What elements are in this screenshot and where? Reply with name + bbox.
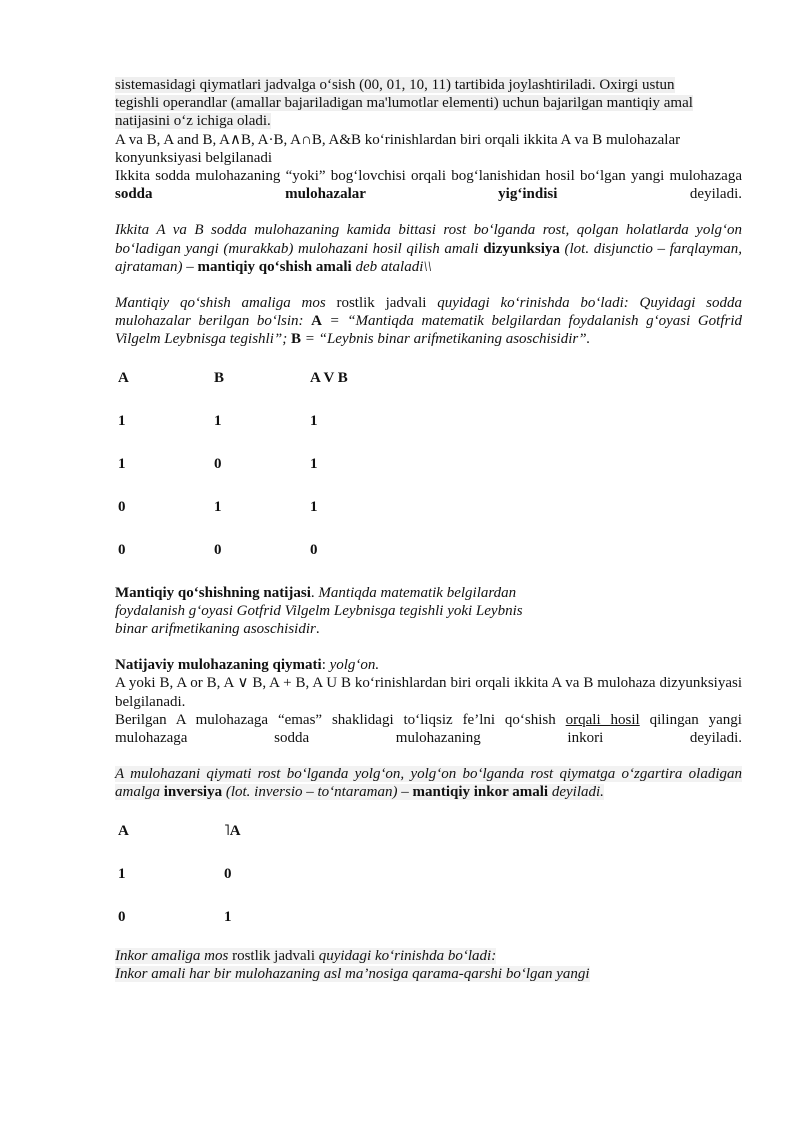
table-header: A — [118, 823, 129, 840]
table-cell: 1 — [118, 413, 126, 430]
text: deyiladi. — [548, 784, 604, 801]
text-line: binar arifmetikaning asoschisidir — [115, 621, 316, 638]
paragraph-disjunction-notation — [115, 674, 742, 710]
label-a: A — [311, 313, 322, 330]
text-line: sistemasidagi qiymatlari jadvalga o‘sish (00, 01, 10, 11) tartibida joylashtiriladi. Oxirgi ustun — [115, 77, 675, 93]
paragraph-disjunction-definition — [115, 221, 742, 276]
paragraph-intro — [115, 76, 742, 131]
text: qilingan yangi mulohazaga sodda mulohazaning inkori deyiladi. — [115, 711, 742, 747]
table-cell: 1 — [118, 456, 126, 473]
term-bold: inversiya — [163, 784, 223, 801]
table-header: A V B — [310, 370, 348, 387]
table-cell: 0 — [224, 866, 232, 883]
table-row — [115, 486, 360, 529]
text-line: tegishli operandlar (amallar bajariladigan ma'lumotlar elementi) uchun bajarilgan mantiqiy amal — [115, 95, 693, 112]
label-b: B — [290, 331, 301, 348]
table-row — [115, 896, 264, 939]
text-line: konyunksiyasi belgilanadi — [115, 149, 273, 166]
table-cell: 1 — [214, 413, 222, 430]
table-row — [115, 443, 360, 486]
text: : — [321, 657, 330, 674]
text: Mantiqiy qo‘shish amaliga mos — [115, 295, 337, 312]
text: quyidagi ko‘rinishda bo‘ladi: — [318, 947, 497, 964]
text: . — [315, 621, 320, 638]
text: (lot. disjunctio – farqlayman, ajrataman) – — [115, 240, 742, 275]
text: Inkor amaliga mos — [115, 947, 233, 964]
disjunction-truth-table — [115, 357, 360, 572]
term-bold: mantiqiy qo‘shish amali — [197, 258, 352, 275]
table-cell: 0 — [118, 499, 126, 516]
text-line: Ikkita sodda mulohazaning “yoki” bog‘lovchisi orqali bog‘lanishidan hosil — [115, 168, 575, 185]
table-cell: 0 — [214, 456, 222, 473]
table-cell: 1 — [224, 909, 232, 926]
paragraph-sum-definition — [115, 167, 742, 203]
table-cell: 1 — [310, 499, 318, 516]
paragraph-result — [115, 584, 742, 639]
spacer — [115, 939, 742, 947]
table-cell: 1 — [118, 866, 126, 883]
paragraph-negation-table-intro — [115, 947, 742, 983]
text: (lot. inversio – to‘ntaraman) – — [222, 784, 413, 801]
table-header: B — [214, 370, 225, 387]
text-line: natijasini o‘z ichiga oladi. — [115, 113, 271, 130]
paragraph-conjunction-notation — [115, 131, 742, 167]
table-row — [115, 529, 360, 572]
text: rostlik jadvali — [232, 947, 319, 964]
spacer — [115, 638, 742, 656]
table-row — [115, 400, 360, 443]
table-cell: 0 — [118, 542, 126, 559]
text: yolg‘on. — [329, 657, 380, 674]
table-header-row — [115, 810, 264, 853]
table-cell: 0 — [214, 542, 222, 559]
document-body — [115, 76, 742, 983]
text: A yoki B, A or B, A ∨ B, A + B, A U B ko‘rinishlardan biri orqali ikkita A va B mulohaza dizyunksiyasi belgilanadi. — [115, 675, 742, 710]
term-bold: Natijaviy mulohazaning qiymati — [115, 657, 322, 674]
paragraph-negation-definition — [115, 711, 742, 747]
spacer — [115, 747, 742, 765]
table-cell: 1 — [310, 413, 318, 430]
text-line: Inkor amali har bir mulohazaning asl ma’nosiga qarama-qarshi bo‘lgan yangi — [115, 965, 590, 982]
text: Ikkita A va B sodda mulohazaning kamida bittasi rost bo‘lganda rost, qolgan holatlarda yolg‘on bo‘ladigan yangi (murakkab) mulohazani hosil qilish amali — [115, 222, 742, 257]
paragraph-inversion-definition — [115, 765, 742, 801]
spacer — [115, 276, 742, 294]
text-line: deyiladi. — [557, 186, 742, 203]
term-bold: mantiqiy inkor amali — [412, 784, 549, 801]
text: A mulohazani qiymati rost bo‘lganda yolg‘on, yolg‘on bo‘lganda rost qiymatga o‘zgartira oladigan amalga — [115, 766, 742, 801]
negation-truth-table — [115, 810, 264, 939]
table-header: A — [118, 370, 129, 387]
text-line: Mantiqda matematik belgilardan — [318, 584, 517, 601]
term-bold: dizyunksiya — [483, 240, 560, 257]
paragraph-truth-table-intro — [115, 294, 742, 349]
paragraph-result-value — [115, 656, 742, 674]
text: = “Mantiqda matematik belgilardan foydalanish g‘oyasi Gotfrid Vilgelm Leybnisga tegishli”; — [115, 313, 743, 348]
text-line: foydalanish g‘oyasi Gotfrid Vilgelm Leybnisga tegishli yoki Leybnis — [115, 602, 523, 619]
table-cell: 0 — [118, 909, 126, 926]
text: quyidagi ko‘rinishda bo‘ladi: Quyidagi sodda mulohazalar berilgan bo‘lsin: — [115, 295, 742, 330]
text-line: bo‘lgan yangi mulohazaga — [579, 168, 742, 185]
text: Berilgan A mulohazaga “emas” shaklidagi to‘liqsiz fe’lni qo‘shish — [115, 711, 566, 728]
table-header-row — [115, 357, 360, 400]
term-bold: Mantiqiy qo‘shishning natijasi — [115, 584, 311, 601]
table-cell: 0 — [310, 542, 318, 559]
text: = “Leybnis binar arifmetikaning asoschisidir”. — [300, 331, 591, 348]
table-cell: 1 — [310, 456, 318, 473]
text: . — [310, 584, 319, 601]
text: deb ataladi\\ — [351, 258, 432, 275]
underlined-text: orqali hosil — [565, 711, 640, 728]
term-bold: sodda mulohazalar yig‘indisi — [115, 186, 558, 203]
table-cell: 1 — [214, 499, 222, 516]
text-line: A va B, A and B, A∧B, A·B, A∩B, A&B ko‘rinishlardan biri orqali ikkita A va B mulohazalar — [115, 131, 681, 148]
spacer — [115, 572, 742, 584]
table-header: ˥A — [224, 823, 241, 840]
spacer — [115, 203, 742, 221]
table-row — [115, 853, 264, 896]
text: rostlik jadvali — [336, 295, 438, 312]
